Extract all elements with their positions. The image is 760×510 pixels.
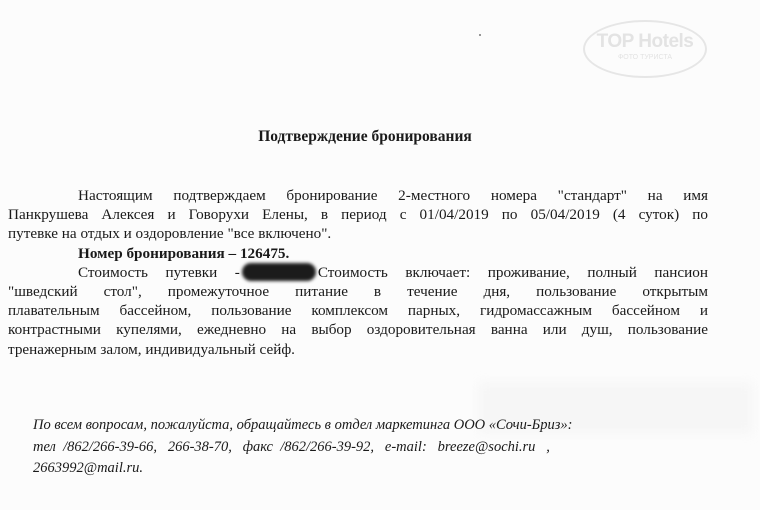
paragraph-line-3: путевке на отдых и оздоровление "все включено". — [8, 225, 332, 243]
paragraph-line-2: Панкрушева Алексея и Говорухи Елены, в период с 01/04/2019 по 05/04/2019 (4 суток) по — [8, 206, 708, 224]
redacted-price — [242, 263, 316, 281]
watermark-caption: ФОТО ТУРИСТА — [617, 54, 673, 61]
watermark-brand: TOP Hotels — [596, 31, 694, 52]
footer-line-2: тел /862/266-39-66, 266-38-70, факс /862/266-39-92, e-mail: breeze@sochi.ru , — [33, 438, 550, 455]
footer-line-3: 2663992@mail.ru. — [33, 460, 144, 476]
tophotels-watermark-logo — [583, 20, 707, 78]
booking-number: Номер бронирования – 126475. — [78, 244, 290, 262]
document-body — [8, 186, 708, 359]
includes-line-1: "шведский стол", промежуточное питание в течение дня, пользование открытым — [8, 283, 708, 301]
paragraph-line-1: Настоящим подтверждаем бронирование 2-местного номера "стандарт" на имя — [78, 187, 708, 204]
scan-speck — [479, 34, 481, 36]
includes-line-3: контрастными купелями, ежедневно на выбор оздоровительная ванна или душ, пользование — [8, 321, 708, 339]
cost-line — [78, 263, 708, 282]
cost-prefix: Стоимость путевки - — [78, 263, 240, 281]
cost-includes: Стоимость включает: проживание, полный пансион — [317, 263, 708, 281]
document-title: Подтверждение бронирования — [258, 128, 472, 145]
footer-line-1: По всем вопросам, пожалуйста, обращайтесь в отдел маркетинга ООО «Сочи-Бриз»: — [33, 417, 573, 433]
contact-footer — [33, 415, 713, 480]
includes-line-2: плавательным бассейном, пользование комплексом парных, гидромассажным бассейном и — [8, 302, 708, 320]
includes-line-4: тренажерным залом, индивидуальный сейф. — [8, 340, 295, 358]
